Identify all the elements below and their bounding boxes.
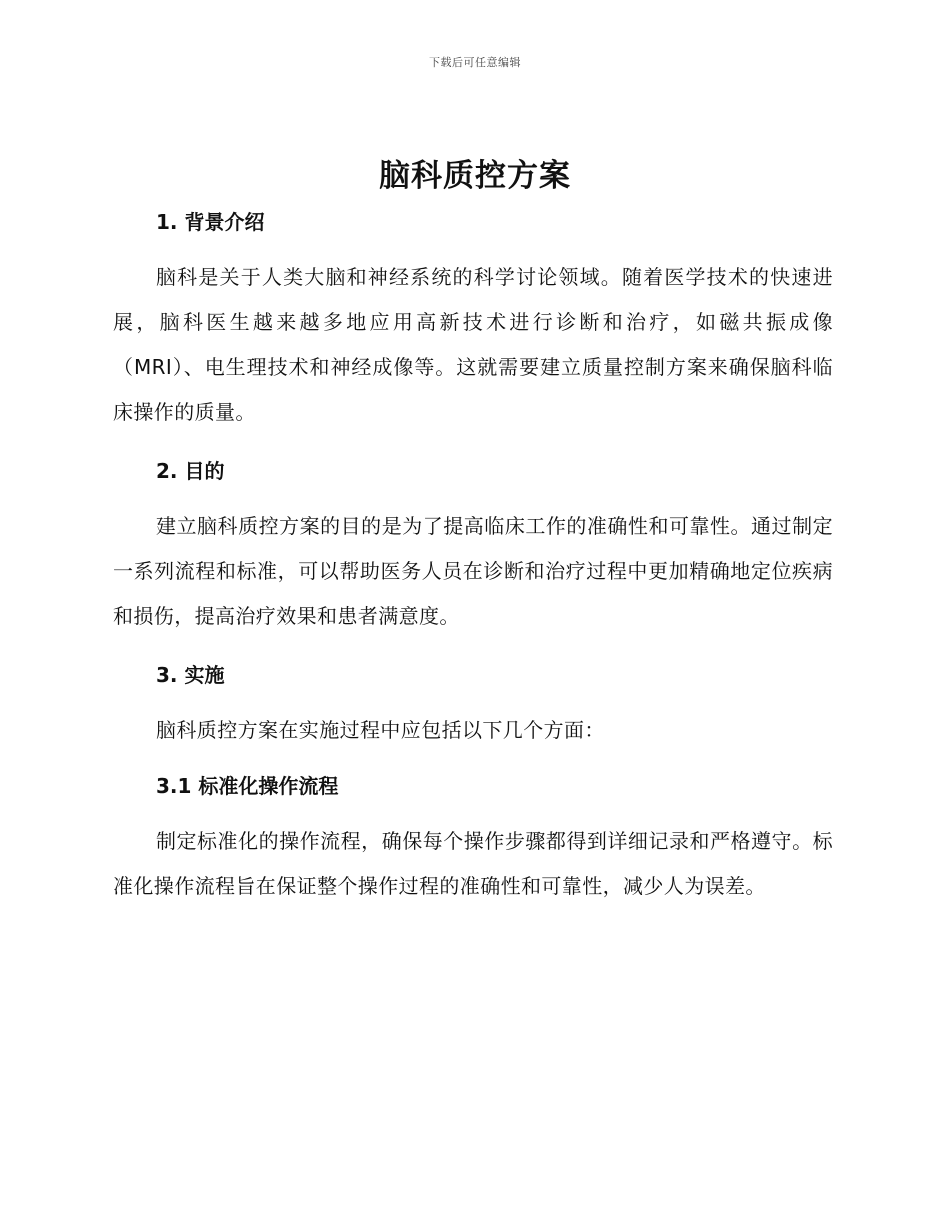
section-heading: 1. 背景介绍	[156, 210, 265, 234]
section-heading: 3. 实施	[156, 663, 225, 687]
document-title: 脑科质控方案	[379, 158, 571, 194]
paragraph: 脑科质控方案在实施过程中应包括以下几个方面：	[156, 718, 605, 742]
paragraph: 脑科是关于人类大脑和神经系统的科学讨论领域。随着医学技术的快速进展，脑科医生越来越多地应用高新技术进行诊断和治疗，如磁共振成像（MRI）、电生理技术和神经成像等。这就需要建立质量控制方案来确保脑科临床操作的质量。	[113, 265, 833, 424]
section-heading: 3.1 标准化操作流程	[156, 774, 339, 798]
paragraph: 建立脑科质控方案的目的是为了提高临床工作的准确性和可靠性。通过制定一系列流程和标准，可以帮助医务人员在诊断和治疗过程中更加精确地定位疾病和损伤，提高治疗效果和患者满意度。	[113, 514, 833, 628]
section-implementation	[113, 653, 833, 753]
section-heading: 2. 目的	[156, 459, 225, 483]
page-header-note: 下载后可任意编辑	[429, 56, 521, 69]
document-body	[113, 200, 833, 909]
paragraph: 制定标准化的操作流程，确保每个操作步骤都得到详细记录和严格遵守。标准化操作流程旨在保证整个操作过程的准确性和可靠性，减少人为误差。	[113, 829, 833, 898]
section-standard-procedure	[113, 764, 833, 909]
section-background	[113, 200, 833, 435]
section-purpose	[113, 449, 833, 639]
